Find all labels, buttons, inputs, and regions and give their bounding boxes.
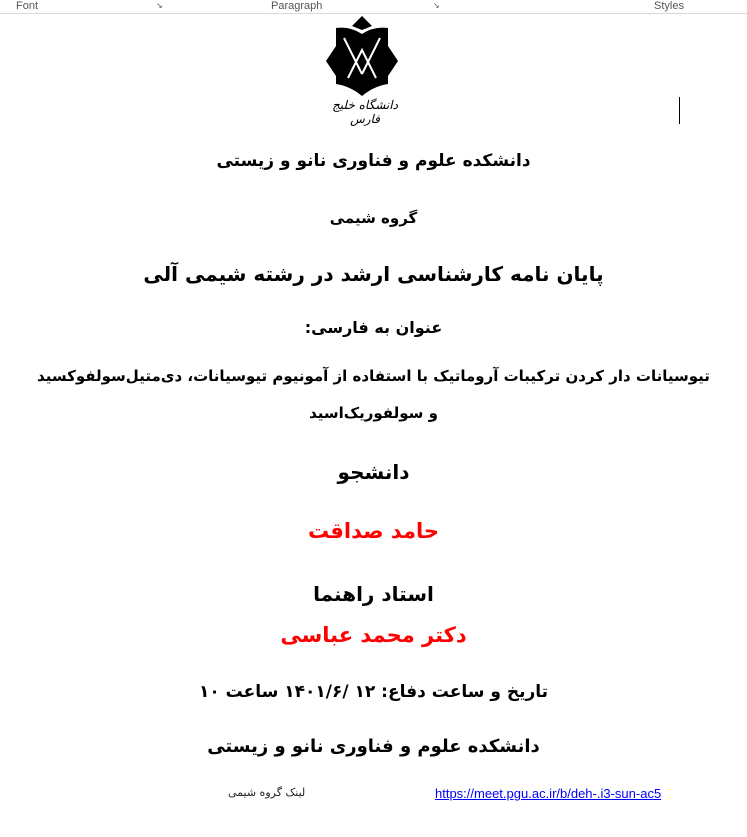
- title-label: عنوان به فارسی:: [304, 318, 443, 337]
- faculty-footer: دانشکده علوم و فناوری نانو و زیستی: [207, 736, 540, 757]
- ribbon-group-labels: [0, 0, 747, 14]
- font-dialog-launcher-icon[interactable]: ↘: [156, 1, 163, 10]
- student-label: دانشجو: [337, 460, 410, 484]
- ribbon-paragraph-label: Paragraph: [271, 0, 323, 12]
- text-cursor: [679, 97, 680, 124]
- title-line-1: تیوسیانات دار کردن ترکیبات آروماتیک با استفاده از آمونیوم تیوسیانات، دی‌متیل‌سولفوکسید: [37, 367, 710, 385]
- link-label: لینک گروه شیمی: [228, 786, 306, 799]
- title-line-2: و سولفوریک‌اسید: [309, 404, 438, 422]
- faculty-heading: دانشکده علوم و فناوری نانو و زیستی: [216, 151, 531, 171]
- ribbon-styles-label: Styles: [654, 0, 684, 12]
- paragraph-dialog-launcher-icon[interactable]: ↘: [433, 1, 440, 10]
- advisor-label: استاد راهنما: [313, 582, 434, 606]
- defense-datetime: تاریخ و ساعت دفاع: ۱۲ /۱۴۰۱/۶ ساعت ۱۰: [198, 682, 549, 702]
- ribbon-font-label: Font: [16, 0, 39, 12]
- advisor-name: دکتر محمد عباسی: [280, 623, 467, 647]
- university-logo: [326, 16, 398, 96]
- logo-caption: دانشگاه خلیج فارس: [332, 98, 398, 126]
- meeting-link[interactable]: https://meet.pgu.ac.ir/b/deh-.i3-sun-ac5: [435, 786, 662, 801]
- thesis-heading: پایان نامه کارشناسی ارشد در رشته شیمی آلی: [143, 262, 604, 286]
- student-name: حامد صداقت: [307, 519, 440, 543]
- department-heading: گروه شیمی: [329, 209, 418, 227]
